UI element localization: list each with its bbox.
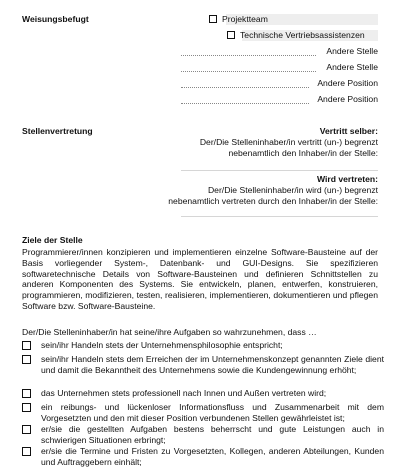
vertritt-label: Vertritt selber:	[319, 126, 378, 136]
ziele-paragraph: Programmierer/innen konzipieren und implementieren einzelne Software-Bausteine auf der Basis vorliegender System-, Datenbank- und GUI-Designs. Sie spezifizieren softwaretechnische Details von Software-Bausteinen und definieren Schnittstellen zu anderen Komponenten des Systems. Sie entwickeln, planen, entwerfen, konstruieren, programmieren, modifizieren, testen, realisieren, implementieren, dokumentieren und pflegen Software bzw. Software-Bausteine.	[22, 247, 378, 312]
wird-label: Wird vertreten:	[316, 174, 378, 184]
technische-label: Technische Vertriebsassistenzen	[240, 30, 365, 40]
item-2-text: sein/ihr Handeln stets dem Erreichen der im Unternehmenskonzept genannten Ziele dient und damit die Bekanntheit des Unternehmens sowie die Kundengewinnung erhöht;	[41, 354, 384, 375]
item-1-checkbox[interactable]	[22, 341, 31, 353]
item-4-checkbox[interactable]	[22, 403, 31, 415]
vertritt-line2: nebenamtlich den Inhaber/in der Stelle:	[228, 148, 378, 158]
ziele-heading: Ziele der Stelle	[22, 235, 83, 245]
andere-position-2-line[interactable]	[181, 103, 309, 104]
andere-stelle-1-label: Andere Stelle	[326, 46, 378, 56]
andere-position-2-label: Andere Position	[317, 94, 378, 104]
technische-checkbox[interactable]	[227, 31, 235, 39]
vertretung-heading: Stellenvertretung	[22, 126, 93, 136]
item-3-text: das Unternehmen stets professionell nach Innen und Außen vertreten wird;	[41, 388, 327, 398]
andere-position-1-label: Andere Position	[317, 78, 378, 88]
wird-answer-line[interactable]	[181, 216, 378, 217]
wird-line1: Der/Die Stelleninhaber/in wird (un-) begrenzt	[207, 185, 378, 195]
wird-line2: nebenamtlich vertreten durch den Inhaber/in der Stelle:	[168, 196, 378, 206]
ziele-intro: Der/Die Stelleninhaber/in hat seine/ihre Aufgaben so wahrzunehmen, dass …	[22, 327, 317, 337]
item-3-checkbox[interactable]	[22, 389, 31, 401]
projektteam-label: Projektteam	[222, 14, 268, 24]
item-4-text: ein reibungs- und lückenloser Informationsfluss und Zusammenarbeit mit dem Vorgesetzten und den mit dieser Position verbundenen Stellen gewährleistet ist;	[41, 402, 384, 423]
projektteam-checkbox[interactable]	[209, 15, 217, 23]
item-6-checkbox[interactable]	[22, 447, 31, 459]
weisung-heading: Weisungsbefugt	[22, 14, 89, 24]
andere-stelle-2-line[interactable]	[181, 71, 316, 72]
item-6-text: er/sie die Termine und Fristen zu Vorgesetzten, Kollegen, anderen Abteilungen, Kunden und Auftraggebern einhält;	[41, 446, 384, 467]
andere-stelle-2-label: Andere Stelle	[326, 62, 378, 72]
item-5-text: er/sie die gestellten Aufgaben bestens beherrscht und gute Leistungen auch in schwierigen Situationen erbringt;	[41, 424, 384, 445]
technische-option[interactable]	[227, 30, 365, 41]
item-2-checkbox[interactable]	[22, 355, 31, 367]
item-5-checkbox[interactable]	[22, 425, 31, 437]
andere-position-1-line[interactable]	[181, 87, 309, 88]
vertritt-answer-line[interactable]	[181, 170, 378, 171]
projektteam-option[interactable]	[209, 14, 268, 25]
andere-stelle-1-line[interactable]	[181, 55, 316, 56]
vertritt-line1: Der/Die Stelleninhaber/in vertritt (un-) begrenzt	[199, 137, 378, 147]
item-1-text: sein/ihr Handeln stets der Unternehmensphilosophie entspricht;	[41, 340, 283, 350]
